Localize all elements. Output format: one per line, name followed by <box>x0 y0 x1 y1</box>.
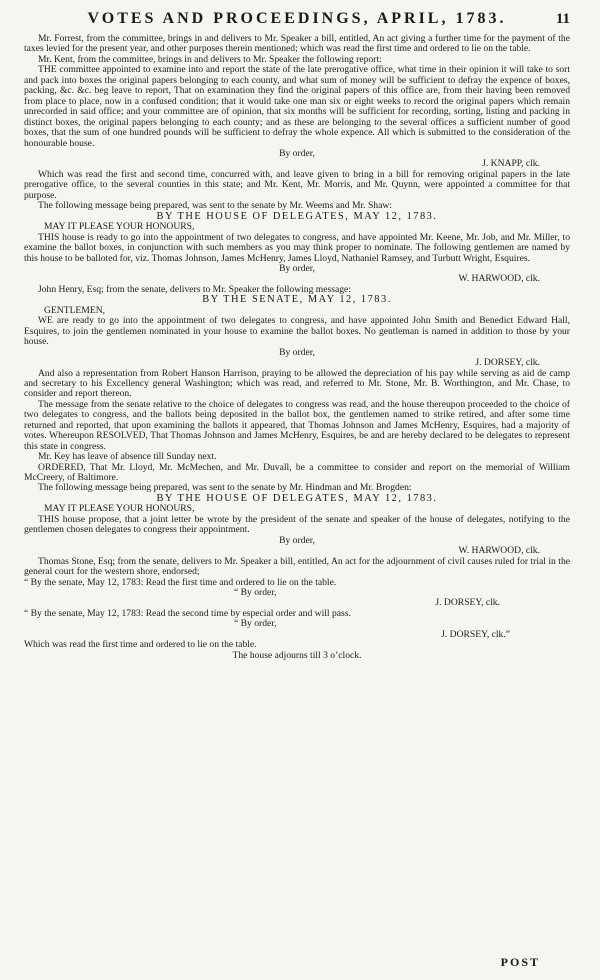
clerk-signature: J. DORSEY, clk. <box>435 597 500 609</box>
paragraph: Which was read the first time and ordered to lie on the table. <box>24 639 257 651</box>
endorsement-line: “ By the senate, May 12, 1783: Read the second time by especial order and will pass. <box>24 607 351 619</box>
section-heading: BY THE HOUSE OF DELEGATES, MAY 12, 1783. <box>156 492 438 504</box>
endorsement-line: “ By the senate, May 12, 1783: Read the first time and ordered to lie on the table. <box>24 576 337 588</box>
by-order: “ By order, <box>234 618 277 630</box>
page-number: 11 <box>555 11 570 27</box>
by-order: By order, <box>279 262 315 274</box>
clerk-signature: W. HARWOOD, clk. <box>458 545 540 557</box>
page-header <box>24 6 570 32</box>
running-title: VOTES AND PROCEEDINGS, APRIL, 1783. <box>87 10 507 27</box>
salutation: GENTLEMEN, <box>44 304 106 316</box>
adjournment-line: The house adjourns till 3 o’clock. <box>232 649 362 661</box>
clerk-signature: J. DORSEY, clk. <box>475 357 540 369</box>
clerk-signature: J. DORSEY, clk.” <box>441 628 510 640</box>
section-heading: BY THE SENATE, MAY 12, 1783. <box>202 294 392 306</box>
by-order: By order, <box>279 534 315 546</box>
section-heading: BY THE HOUSE OF DELEGATES, MAY 12, 1783. <box>156 210 438 222</box>
paragraph: Which was read the first and second time, concurred with, and leave given to bring in a bill for removing original papers in the late prerogative office, to the several counties in this state; and Mr. Kent, Mr. Morris, and Mr. Quynn, were appointed a committee for that purpose. <box>24 168 570 201</box>
salutation: MAY IT PLEASE YOUR HONOURS, <box>44 503 195 515</box>
message-text: THIS house is ready to go into the appointment of two delegates to congress, and have appointed Mr. Keene, Mr. Job, and Mr. Miller, to examine the ballot boxes, in conjunction with such members as you may think proper to nominate. The following gentlemen are named by this house to be balloted for, viz. Thomas Johnson, James McHenry, James Lloyd, Nathaniel Ramsey, and Turbutt Wright, Esquires. <box>24 231 570 264</box>
paragraph: Mr. Key has leave of absence till Sunday next. <box>38 451 217 463</box>
salutation: MAY IT PLEASE YOUR HONOURS, <box>44 221 195 233</box>
paragraph: Thomas Stone, Esq; from the senate, delivers to Mr. Speaker a bill, entitled, An act for the adjournment of civil causes ruled for trial in the general court for the western shore, endorsed; <box>24 555 570 578</box>
paragraph: ORDERED, That Mr. Lloyd, Mr. McMechen, and Mr. Duvall, be a committee to consider and report on the memorial of William McCreery, of Baltimore. <box>24 461 570 484</box>
paragraph: Mr. Kent, from the committee, brings in and delivers to Mr. Speaker the following report: <box>38 53 382 65</box>
paragraph: The following message being prepared, was sent to the senate by Mr. Weems and Mr. Shaw: <box>38 200 392 212</box>
by-order: By order, <box>279 346 315 358</box>
by-order: “ By order, <box>234 587 277 599</box>
committee-report: THE committee appointed to examine into and report the state of the late prerogative office, what time in their opinion it will take to sort and pack into boxes the original papers belonging to each county, and what sum of money will be sufficient to defray the expence of boxes, packing, &c. &c. beg leave to report, That on examination they find the original papers of this office are, from their having been removed from place to place, now in a confused condition; that it would take one man six or eight weeks to record the original papers which remain unrecorded in said office; and your committee are of opinion, that six months will be sufficient for recording, sorting, listing and packing in distinct boxes, the original papers belonging to each county; and as these are belonging to the several offices a sufficient number of good boxes, that the sum of one hundred pounds will be sufficient to defray the whole expence. All which is submitted to the consideration of the honourable house. <box>24 64 570 149</box>
message-text: WE are ready to go into the appointment of two delegates to congress, and have appointed John Smith and Benedict Edward Hall, Esquires, to join the gentlemen nominated in your house to examine the ballot boxes. No gentleman is named in addition to those by your house. <box>24 315 570 348</box>
message-text: THIS house propose, that a joint letter be wrote by the president of the senate and speaker of the house of delegates, notifying to the gentlemen chosen delegates to congress their appointment. <box>24 513 570 536</box>
paragraph: And also a representation from Robert Hanson Harrison, praying to be allowed the depreciation of his pay while serving as aid de camp and secretary to his Excellency general Washington; which was read, and referred to Mr. Stone, Mr. B. Worthington, and Mr. Chase, to consider and report thereon. <box>24 367 570 400</box>
paragraph: The message from the senate relative to the choice of delegates to congress was read, and the house thereupon proceeded to the choice of two delegates to congress, and the ballots being deposited in the ballot box, the gentlemen named to strike retired, and after some time returned and reported, that upon examining the ballots it appeared, that Thomas Johnson and James McHenry, Esquires, had a majority of votes. Whereupon RESOLVED, That Thomas Johnson and James McHenry, Esquires, be and are hereby declared to be delegates to represent this state in congress. <box>24 398 570 452</box>
by-order: By order, <box>279 147 315 159</box>
catchword: POST <box>500 955 540 969</box>
clerk-signature: W. HARWOOD, clk. <box>458 273 540 285</box>
clerk-signature: J. KNAPP, clk. <box>482 158 540 170</box>
paragraph: The following message being prepared, was sent to the senate by Mr. Hindman and Mr. Brogden: <box>38 482 412 494</box>
document-body <box>24 34 570 661</box>
paragraph: Mr. Forrest, from the committee, brings in and delivers to Mr. Speaker a bill, entitled, An act giving a further time for the payment of the taxes levied for the present year, and other purposes therein mentioned; which was read the first time and ordered to lie on the table. <box>24 33 570 55</box>
paragraph: John Henry, Esq; from the senate, delivers to Mr. Speaker the following message: <box>38 283 351 295</box>
